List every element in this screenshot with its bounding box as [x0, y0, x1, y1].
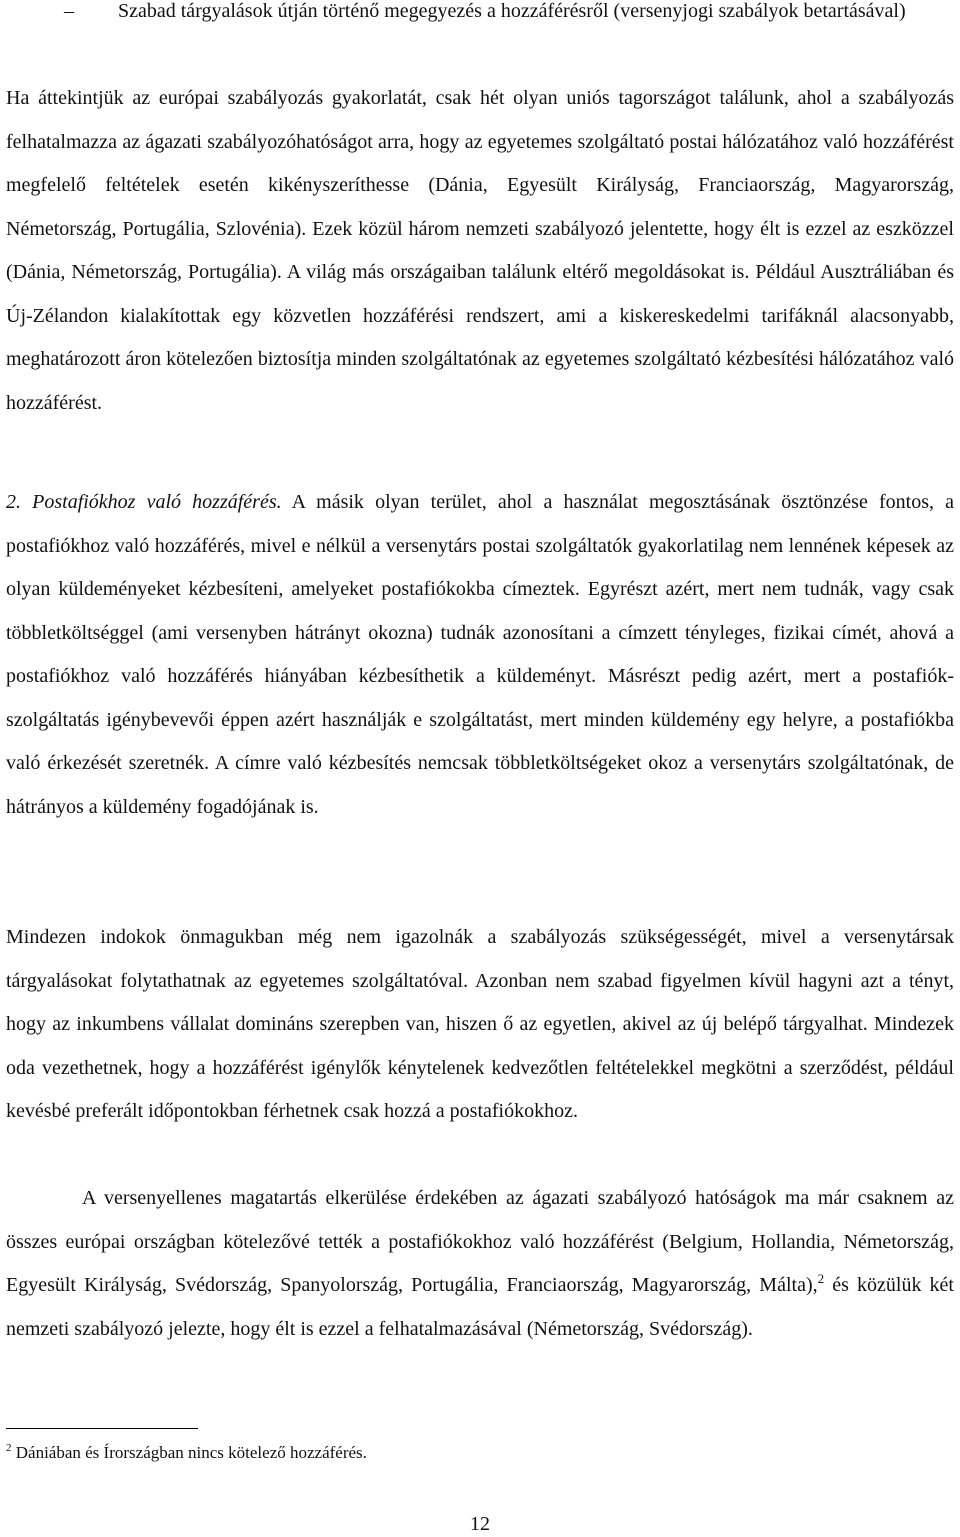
list-item-text: Szabad tárgyalások útján történő megegyezés a hozzáférésről (versenyjogi szabályok betartásával) [118, 0, 906, 22]
footnote-reference[interactable]: 2 [817, 1271, 825, 1286]
section-heading: 2. Postafiókhoz való hozzáférés. [6, 491, 282, 513]
paragraph-text: A másik olyan terület, ahol a használat megosztásának ösztönzése fontos, a postafiókhoz való hozzáférés, mivel e nélkül a versenytárs postai szolgáltatók gyakorlatilag nem lennének képesek az olyan küldeményeket kézbesíteni, amelyeket postafiókokba címeztek. Egyrészt azért, mert nem tudnák, vagy csak többletköltséggel (ami versenyben hátrányt okozna) tudnák azonosítani a címzett tényleges, fizikai címét, ahová a postafiókhoz való hozzáférés hiányában kézbesíthetik a küldeményt. Másrészt pedig azért, mert a postafiók-szolgáltatás igénybevevői éppen azért használják e szolgáltatást, mert minden küldemény egy helyre, a postafiókba való érkezését szeretnék. A címre való kézbesítés nemcsak többletköltségeket okoz a versenytárs szolgáltatónak, de hátrányos a küldemény fogadójának is. [6, 491, 954, 818]
paragraph-anticompetitive [6, 1177, 954, 1351]
paragraph-negotiation [6, 916, 954, 1134]
page-number: 12 [470, 1513, 490, 1535]
list-dash: – [64, 0, 74, 22]
footnote-text: Dániában és Írországban nincs kötelező hozzáférés. [11, 1443, 367, 1462]
paragraph-text: Mindezen indokok önmagukban még nem igazolnák a szabályozás szükségességét, mivel a versenytársak tárgyalásokat folytathatnak az egyetemes szolgáltatóval. Azonban nem szabad figyelmen kívül hagyni azt a tényt, hogy az inkumbens vállalat domináns szerepben van, hiszen ő az egyetlen, akivel az új belépő tárgyalhat. Mindezek oda vezethetnek, hogy a hozzáférést igénylők kénytelenek kedvezőtlen feltételekkel megkötni a szerződést, például kevésbé preferált időpontokban férhetnek csak hozzá a postafiókokhoz. [6, 926, 954, 1122]
footnote-number: 2 [6, 1442, 12, 1454]
paragraph-text: A versenyellenes magatartás elkerülése érdekében az ágazati szabályozó hatóságok ma már csaknem az összes európai országban kötelezővé tették a postafiókokhoz való hozzáférést (Belgium, Hollandia, Németország, Egyesült Királyság, Svédország, Spanyolország, Portugália, Franciaország, Magyarország, Málta), [6, 1187, 954, 1296]
footnote [6, 1441, 367, 1465]
paragraph-po-box-access [6, 481, 954, 829]
paragraph-regulation-overview [6, 77, 954, 425]
paragraph-text: Ha áttekintjük az európai szabályozás gyakorlatát, csak hét olyan uniós tagországot találunk, ahol a szabályozás felhatalmazza az ágazati szabályozóhatóságot arra, hogy az egyetemes szolgáltató postai hálózatához való hozzáférést megfelelő feltételek esetén kikényszeríthesse (Dánia, Egyesült Királyság, Franciaország, Magyarország, Németország, Portugália, Szlovénia). Ezek közül három nemzeti szabályozó jelentette, hogy élt is ezzel az eszközzel (Dánia, Németország, Portugália). A világ más országaiban találunk eltérő megoldásokat is. Például Ausztráliában és Új-Zélandon kialakítottak egy közvetlen hozzáférési rendszert, ami a kiskereskedelmi tarifáknál alacsonyabb, meghatározott áron kötelezően biztosítja minden szolgáltatónak az egyetemes szolgáltató kézbesítési hálózatához való hozzáférést. [6, 87, 954, 414]
paragraph-text-continued: és közülük két nemzeti szabályozó jelezte, hogy élt is ezzel a felhatalmazásával (Németország, Svédország). [6, 1274, 954, 1340]
footnote-divider [6, 1428, 198, 1429]
